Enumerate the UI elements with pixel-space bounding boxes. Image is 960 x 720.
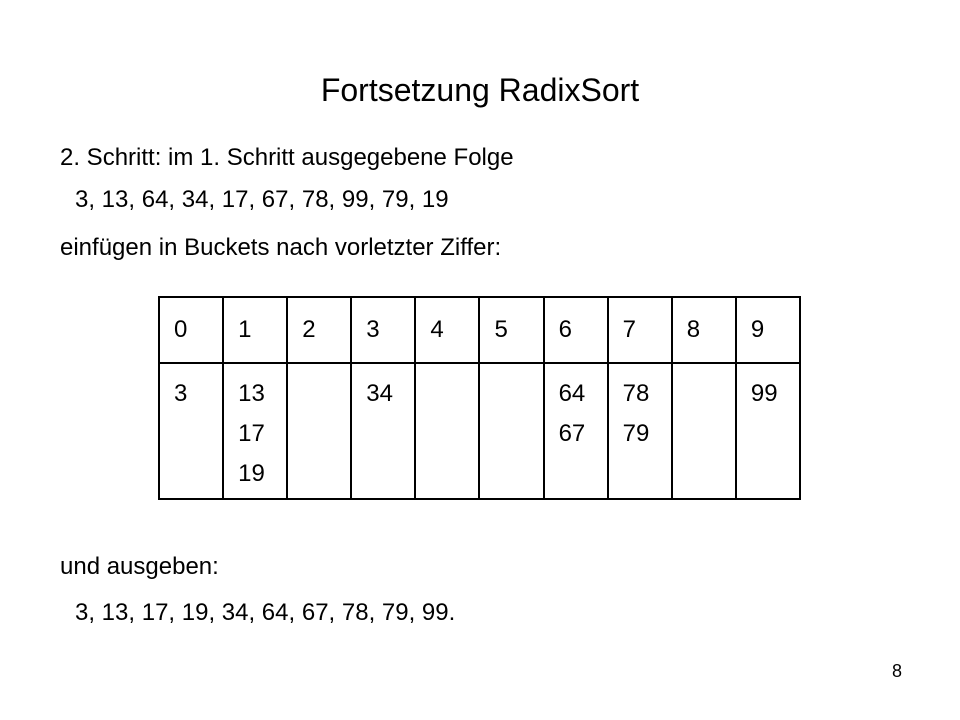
bucket-header-4: 4 — [415, 297, 479, 363]
bucket-cell-9 — [736, 363, 800, 499]
bucket-value: 19 — [238, 460, 265, 487]
input-sequence: 3, 13, 64, 34, 17, 67, 78, 99, 79, 19 — [75, 186, 449, 213]
insert-instruction: einfügen in Buckets nach vorletzter Ziffer: — [60, 234, 502, 261]
bucket-cell-6 — [544, 363, 608, 499]
bucket-header-9: 9 — [736, 297, 800, 363]
bucket-value: 67 — [558, 420, 586, 447]
bucket-header-7: 7 — [608, 297, 672, 363]
bucket-cell-1 — [223, 363, 287, 499]
bucket-value: 3 — [174, 380, 188, 407]
bucket-header-6: 6 — [544, 297, 608, 363]
bucket-header-1: 1 — [223, 297, 287, 363]
bucket-value: 78 — [622, 380, 650, 407]
bucket-header-2: 2 — [287, 297, 351, 363]
slide-title: Fortsetzung RadixSort — [320, 72, 640, 108]
bucket-cell-8 — [672, 363, 736, 499]
bucket-header-0: 0 — [159, 297, 223, 363]
bucket-value: 34 — [366, 380, 393, 407]
bucket-cell-7 — [608, 363, 672, 499]
bucket-cell-2 — [287, 363, 351, 499]
bucket-cell-5 — [479, 363, 543, 499]
bucket-header-8: 8 — [672, 297, 736, 363]
bucket-value: 13 — [238, 380, 265, 407]
bucket-value: 99 — [750, 380, 778, 407]
page-number: 8 — [891, 661, 902, 681]
bucket-value: 64 — [558, 380, 586, 407]
output-label: und ausgeben: — [60, 553, 219, 580]
bucket-header-3: 3 — [351, 297, 415, 363]
bucket-content-row — [159, 363, 800, 499]
bucket-value: 79 — [622, 420, 650, 447]
bucket-header-row — [159, 297, 800, 363]
step-description: 2. Schritt: im 1. Schritt ausgegebene Folge — [60, 144, 514, 171]
output-sequence: 3, 13, 17, 19, 34, 64, 67, 78, 79, 99. — [75, 599, 456, 626]
bucket-header-5: 5 — [479, 297, 543, 363]
bucket-cell-3 — [351, 363, 415, 499]
bucket-cell-0 — [159, 363, 223, 499]
bucket-cell-4 — [415, 363, 479, 499]
bucket-value: 17 — [238, 420, 265, 447]
bucket-table — [158, 296, 801, 500]
